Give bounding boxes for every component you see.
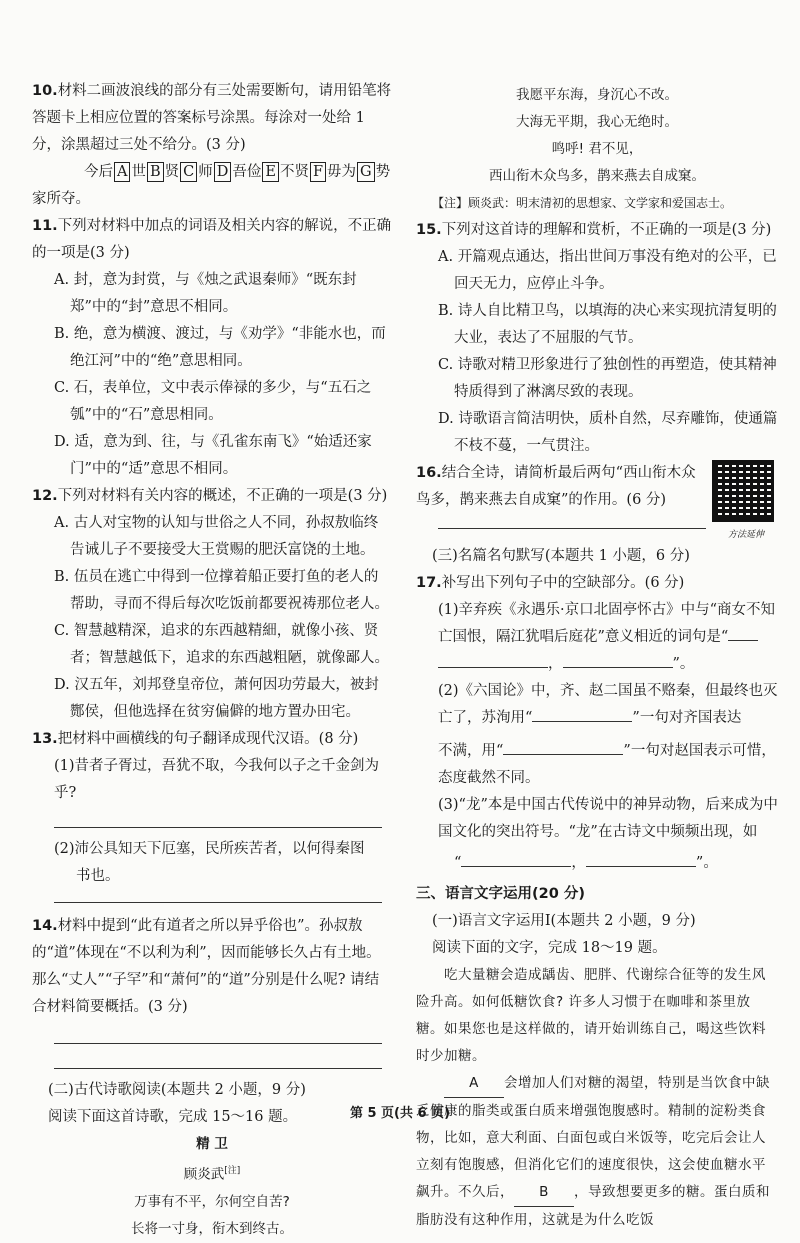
poem-line: 鸣呼! 君不见， bbox=[551, 141, 643, 157]
q13-answer-line-1[interactable] bbox=[54, 807, 382, 828]
q13-sentence-2-end: 书也。 bbox=[76, 868, 120, 884]
q17-item-3-blanks: “ ， ”。 bbox=[454, 855, 718, 871]
q15-option-a: A. 开篇观点通达，指出世间万事没有绝对的公平，已回天无力，应停止斗争。 bbox=[438, 249, 777, 292]
poem-line: 万事有不平，尔何空自苦? bbox=[134, 1193, 290, 1210]
question-14: 14.材料中提到“此有道者之所以异乎俗也”。孙叔敖的“道”体现在“不以利为利”，因而能够长久占有土地。那么“丈人”“子罕”和“萧何”的“道”分别是什么呢? 请结合材料简要概括。(3 分) bbox=[32, 918, 381, 1015]
question-13: 13.把材料中画横线的句子翻译成现代汉语。(8 分) bbox=[32, 731, 359, 747]
question-16: 16.结合全诗，请简析最后两句“西山衔木众鸟多，鹊来燕去自成窠”的作用。(6 分) 方法延伸 bbox=[416, 460, 778, 514]
question-17: 17.补写出下列句子中的空缺部分。(6 分) bbox=[416, 575, 685, 591]
q17-blank[interactable] bbox=[503, 754, 623, 755]
q10-fragment: 世 bbox=[131, 164, 146, 180]
blank-b[interactable]: B bbox=[514, 1179, 574, 1207]
q17-blank[interactable] bbox=[586, 866, 696, 867]
question-15: 15.下列对这首诗的理解和赏析，不正确的一项是(3 分) bbox=[416, 222, 772, 238]
q17-item-1-blanks: ， ”。 bbox=[416, 651, 778, 678]
q10-fragment: 今后 bbox=[84, 164, 113, 180]
q17-blank[interactable] bbox=[563, 667, 673, 668]
q11-option-a: A. 封，意为封赏，与《烛之武退秦师》“既东封郑”中的“封”意思不相同。 bbox=[54, 272, 357, 315]
q10-break-box[interactable]: C bbox=[180, 162, 197, 182]
poem-line: 我愿平东海，身沉心不改。 bbox=[516, 87, 678, 103]
q13-sentence-1: (1)昔者子胥过，吾犹不取，今我何以子之千金剑为乎? bbox=[54, 758, 380, 801]
section-3-title: 三、语言文字运用(20 分) bbox=[416, 886, 585, 902]
qr-caption: 方法延伸 bbox=[727, 530, 764, 540]
q10-break-box[interactable]: A bbox=[114, 162, 130, 182]
q15-option-d: D. 诗歌语言简洁明快，质朴自然，尽弃雕饰，使通篇不枝不蔓，一气贯注。 bbox=[438, 411, 778, 454]
question-10: 10.材料二画波浪线的部分有三处需要断句，请用铅笔将答题卡上相应位置的答案标号涂黑。每涂对一处给 1 分，涂黑超过三处不给分。(3 分) bbox=[32, 83, 392, 153]
part2-intro: 阅读下面这首诗歌，完成 15～16 题。 bbox=[48, 1109, 298, 1125]
poem-line: 大海无平期，我心无绝时。 bbox=[516, 114, 678, 130]
q13-sentence-2: (2)沛公具知天下厄塞，民所疾苦者，以何得秦图 bbox=[54, 841, 365, 857]
question-11: 11.下列对材料中加点的词语及相关内容的解说，不正确的一项是(3 分) bbox=[32, 218, 392, 261]
q16-answer-line-1[interactable] bbox=[438, 514, 706, 529]
left-column bbox=[32, 78, 392, 1243]
q15-option-b: B. 诗人自比精卫鸟，以填海的决心来实现抗清复明的大业，表达了不屈服的气节。 bbox=[438, 303, 777, 346]
question-12: 12.下列对材料有关内容的概述，不正确的一项是(3 分) bbox=[32, 488, 388, 504]
q12-option-b: B. 伍员在逃亡中得到一位撑着船正要打鱼的老人的帮助，寻而不得后每次吃饭前都要祝祷那位老人。 bbox=[54, 569, 389, 612]
poem-note: 【注】顾炎武：明末清初的思想家、文学家和爱国志士。 bbox=[432, 196, 733, 210]
passage-paragraph-2: A 会增加人们对糖的渴望，特别是当饮食中缺乏健康的脂类或蛋白质来增强饱腹感时。精制的淀粉类食物，比如，意大利面、白面包或白米饭等，吃完后会让人立刻有饱腹感，但消化它们的速度很快，这会使血糖水平飙升。不久后， B ，导致想要更多的糖。蛋白质和脂肪没有这种作用，这就是为什么吃饭 bbox=[416, 1070, 778, 1234]
q12-option-c: C. 智慧越精深，追求的东西越精細，就像小孩、贤者；智慧越低下，追求的东西越粗陋，就像鄙人。 bbox=[54, 623, 389, 666]
q11-option-c: C. 石，表单位，文中表示俸禄的多少，与“五石之瓠”中的“石”意思相同。 bbox=[54, 380, 372, 423]
q15-option-c: C. 诗歌对精卫形象进行了独创性的再塑造，使其精神特质得到了淋漓尽致的表现。 bbox=[438, 357, 777, 400]
q17-blank[interactable] bbox=[438, 667, 548, 668]
q10-sentence-line bbox=[32, 159, 392, 186]
q10-fragment: 毋为 bbox=[327, 164, 357, 180]
q10-fragment: 势 bbox=[375, 164, 391, 180]
right-column bbox=[416, 82, 778, 1234]
q10-break-box[interactable]: B bbox=[147, 162, 164, 182]
page-footer: 第 5 页(共 6 页) bbox=[349, 1106, 451, 1121]
q10-fragment: 吾俭 bbox=[232, 164, 262, 180]
q10-break-box[interactable]: E bbox=[262, 162, 279, 182]
q10-break-box[interactable]: F bbox=[310, 162, 326, 182]
passage-paragraph-1: 吃大量糖会造成龋齿、肥胖、代谢综合征等的发生风险升高。如何低糖饮食? 许多人习惯于在咖啡和茶里放糖。如果您也是这样做的，请开始训练自己，喝这些饮料时少加糖。 bbox=[416, 967, 766, 1064]
part2-title: (二)古代诗歌阅读(本题共 2 小题，9 分) bbox=[48, 1082, 306, 1098]
q11-option-d: D. 适，意为到、往，与《孔雀东南飞》“始适还家门”中的“适”意思不相同。 bbox=[54, 434, 372, 477]
q12-option-a: A. 古人对宝物的认知与世俗之人不同，孙叔敖临终告诫儿子不要接受大王赏赐的肥沃富饶的土地。 bbox=[54, 515, 379, 558]
poem-line: 西山衔木众鸟多，鹊来燕去自成窠。 bbox=[489, 168, 705, 184]
q11-option-b: B. 绝，意为横渡、渡过，与《劝学》“非能水也，而绝江河”中的“绝”意思相同。 bbox=[54, 326, 386, 369]
section-3-sub: (一)语言文字运用Ⅰ(本题共 2 小题，9 分) bbox=[432, 913, 696, 929]
q10-fragment: 不贤 bbox=[279, 164, 309, 180]
q17-item-1: (1)辛弃疾《永遇乐·京口北固亭怀古》中与“商女不知亡国恨，隔江犹唱后庭花”意义相近的词句是“ bbox=[438, 602, 776, 645]
q17-blank[interactable] bbox=[728, 640, 758, 641]
q17-blank[interactable] bbox=[532, 721, 632, 722]
blank-a[interactable]: A bbox=[444, 1070, 504, 1098]
q10-break-box[interactable]: D bbox=[214, 162, 232, 182]
q12-option-d: D. 汉五年，刘邦登皇帝位，萧何因功劳最大，被封酂侯，但他选择在贫穷偏僻的地方置办田宅。 bbox=[54, 677, 379, 720]
q17-item-2: (2)《六国论》中，齐、赵二国虽不赂秦，但最终也灭亡了，苏洵用“ ”一句对齐国表达 bbox=[438, 683, 778, 726]
q10-fragment: 师 bbox=[198, 164, 213, 180]
poem-author: 顾炎武[注] bbox=[183, 1166, 241, 1183]
q14-answer-line-2[interactable] bbox=[54, 1044, 382, 1069]
q17-item-2b: 不满，用“ ”一句对赵国表示可惜，态度截然不同。 bbox=[438, 743, 776, 786]
q17-item-3: (3)“龙”本是中国古代传说中的神异动物，后来成为中国文化的突出符号。“龙”在古诗文中频频出现，如 bbox=[438, 797, 778, 840]
q14-answer-line-1[interactable] bbox=[54, 1021, 382, 1044]
q13-answer-line-2[interactable] bbox=[54, 890, 382, 903]
q17-blank[interactable] bbox=[461, 866, 571, 867]
qr-code-icon[interactable] bbox=[712, 460, 774, 522]
q10-break-box[interactable]: G bbox=[357, 162, 375, 182]
poem-title: 精 卫 bbox=[196, 1136, 228, 1152]
q10-sentence-end: 家所夺。 bbox=[32, 191, 90, 207]
section-3-intro: 阅读下面的文字，完成 18～19 题。 bbox=[432, 940, 667, 956]
part3-title: (三)名篇名句默写(本题共 1 小题，6 分) bbox=[432, 548, 690, 564]
q10-fragment: 贤 bbox=[164, 164, 180, 180]
poem-line: 长将一寸身，衔木到终古。 bbox=[131, 1220, 293, 1237]
